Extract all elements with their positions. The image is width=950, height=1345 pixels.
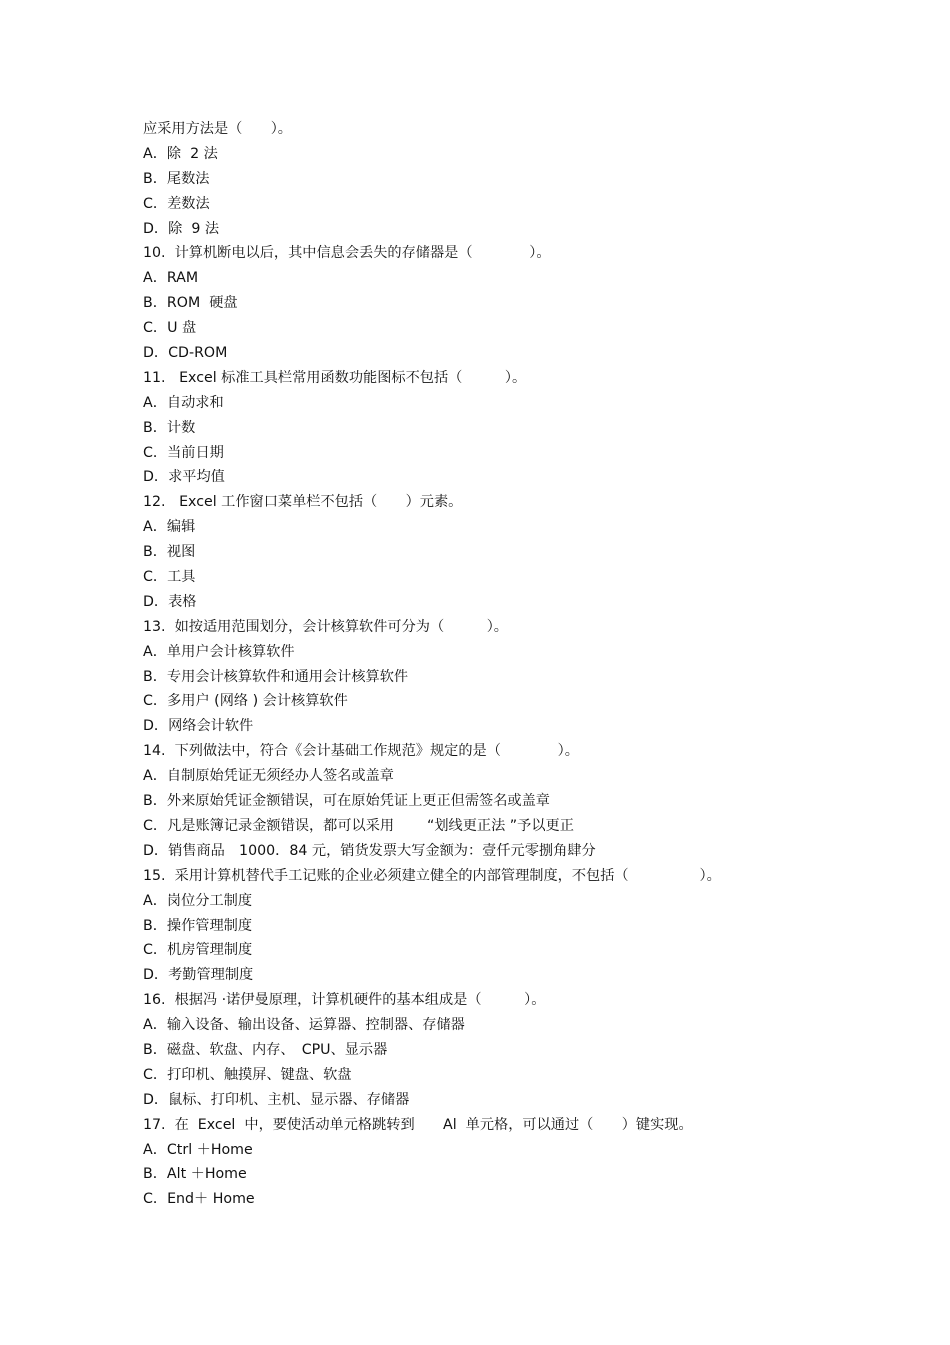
- text-line: D．表格: [143, 593, 197, 610]
- text-line: 应采用方法是（ ）。: [143, 121, 292, 137]
- document-body: [143, 117, 903, 1212]
- text-line: B．外来原始凭证金额错误，可在原始凭证上更正但需签名或盖章: [143, 793, 550, 810]
- text-line: B．Alt ＋Home: [143, 1166, 247, 1183]
- text-line: D．考勤管理制度: [143, 967, 254, 984]
- text-line: A．输入设备、输出设备、运算器、控制器、存储器: [143, 1017, 465, 1034]
- text-line: C．打印机、触摸屏、键盘、软盘: [143, 1066, 352, 1083]
- text-line: B．操作管理制度: [143, 917, 253, 934]
- text-line: A．编辑: [143, 519, 196, 536]
- text-line: B．专用会计核算软件和通用会计核算软件: [143, 668, 409, 685]
- text-line: 12. Excel 工作窗口菜单栏不包括（ ）元素。: [143, 494, 463, 511]
- text-line: C．U 盘: [143, 320, 197, 337]
- text-line: 15. 采用计算机替代手工记账的企业必须建立健全的内部管理制度，不包括（ ）。: [143, 867, 721, 884]
- text-line: 10. 计算机断电以后，其中信息会丢失的存储器是（ ）。: [143, 245, 551, 262]
- text-line: B．ROM 硬盘: [143, 295, 238, 312]
- text-line: A．除 2 法: [143, 145, 218, 162]
- text-line: C．多用户 (网络 ) 会计核算软件: [143, 693, 348, 710]
- text-line: C．当前日期: [143, 444, 224, 461]
- text-line: A．自动求和: [143, 394, 224, 411]
- text-line: A．自制原始凭证无须经办人签名或盖章: [143, 768, 394, 785]
- text-line: 13. 如按适用范围划分，会计核算软件可分为（ ）。: [143, 618, 508, 635]
- text-line: 16. 根据冯 ·诺伊曼原理，计算机硬件的基本组成是（ ）。: [143, 992, 546, 1009]
- text-line: C．工具: [143, 569, 196, 586]
- text-line: C．机房管理制度: [143, 942, 253, 959]
- text-line: D．鼠标、打印机、主机、显示器、存储器: [143, 1091, 410, 1108]
- text-line: B．计数: [143, 419, 196, 436]
- text-line: 17. 在 Excel 中，要使活动单元格跳转到 Al 单元格，可以通过（ ）键实现。: [143, 1116, 693, 1133]
- text-line: C．End＋ Home: [143, 1191, 255, 1208]
- text-line: A．RAM: [143, 270, 199, 287]
- text-line: B．视图: [143, 544, 196, 561]
- text-line: C．差数法: [143, 195, 210, 212]
- text-line: A．单用户会计核算软件: [143, 643, 295, 660]
- text-line: D．销售商品 1000．84 元，销货发票大写金额为：壹仟元零捌角肆分: [143, 842, 596, 859]
- text-line: B．磁盘、软盘、内存、 CPU、显示器: [143, 1041, 388, 1058]
- text-line: D．网络会计软件: [143, 718, 254, 735]
- text-line: D．CD-ROM: [143, 345, 228, 362]
- text-line: A．岗位分工制度: [143, 892, 253, 909]
- text-line: A．Ctrl ＋Home: [143, 1141, 253, 1158]
- text-line: 11. Excel 标准工具栏常用函数功能图标不包括（ ）。: [143, 369, 527, 386]
- text-line: D．求平均值: [143, 469, 225, 486]
- text-line: B．尾数法: [143, 170, 210, 187]
- text-line: 14. 下列做法中，符合《会计基础工作规范》规定的是（ ）。: [143, 743, 579, 760]
- text-line: D．除 9 法: [143, 220, 220, 237]
- text-line: C．凡是账簿记录金额错误，都可以采用 “划线更正法 ”予以更正: [143, 817, 574, 834]
